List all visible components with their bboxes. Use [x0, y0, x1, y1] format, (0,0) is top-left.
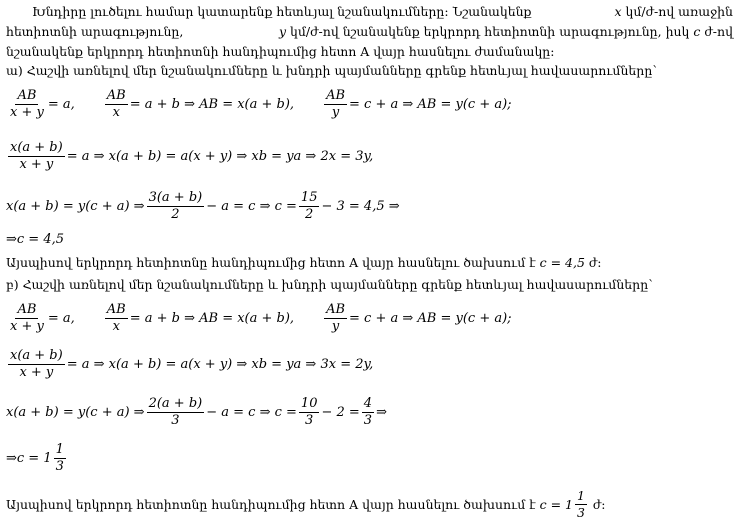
part-a-equation-1: $\frac{AB}{x + y}$ = a, $\frac{AB}{x}$ = a + b ⇒ AB = x(a + b), $\frac{AB}{y}$ = c + a ⇒ AB = y(c + a);: [10, 88, 512, 120]
intro-text-1: Խնդիրը լուծելու համար կատարենք հետևյալ նշանակումները: Նշանակենք: [32, 4, 532, 19]
var-c: c: [693, 24, 701, 39]
intro-text-2c: ժ-ով: [704, 24, 733, 39]
part-a-final: ⇒c = 4,5: [6, 232, 65, 247]
part-a-answer: c = 4,5: [539, 255, 585, 270]
part-b-equation-2: $\frac{x(a + b)}{x + y}$ = a ⇒ x(a + b) = a(x + y) ⇒ xb = ya ⇒ 3x = 2y,: [10, 348, 374, 380]
intro-text-2a: հետիոտնի արագությունը,: [6, 24, 184, 39]
intro-text-1b: կմ/ժ-ով առաջին: [625, 4, 733, 19]
part-b-equation-1: $\frac{AB}{x + y}$ = a, $\frac{AB}{x}$ = a + b ⇒ AB = x(a + b), $\frac{AB}{y}$ = c + a ⇒ AB = y(c + a);: [10, 302, 512, 334]
part-a-equation-3: x(a + b) = y(c + a) ⇒ $\frac{3(a + b)}{2}$ − a = c ⇒ c = $\frac{15}{2}$ − 3 = 4,5 ⇒: [6, 190, 400, 222]
part-b-equation-3: x(a + b) = y(c + a) ⇒ $\frac{2(a + b)}{3}$ − a = c ⇒ c = $\frac{10}{3}$ − 2 = $\frac{4}{3}$ ⇒: [6, 396, 387, 428]
var-y: y: [278, 24, 287, 39]
part-a-heading: ա) Հաշվի առնելով մեր նշանակումները և խնդրի պայմանները գրենք հետևյալ հավասարումները`: [6, 63, 659, 78]
part-b-heading: բ) Հաշվի առնելով մեր նշանակումները և խնդրի պայմանները գրենք հետևյալ հավասարումները`: [6, 277, 655, 292]
part-b-final: ⇒c = 1 $\frac{1}{3}$: [6, 442, 64, 474]
intro-text-2b: կմ/ժ-ով նշանակենք երկրորդ հետիոտնի արագությունը, իսկ: [290, 24, 690, 39]
part-b-conclusion: Այսպիսով երկրորդ հետիոտնը հանդիպումից հետո A վայր հասնելու ծախսում է c = 1 $\frac{1}{3}$ ժ:: [6, 488, 606, 520]
part-a-conclusion: Այսպիսով երկրորդ հետիոտնը հանդիպումից հետո A վայր հասնելու ծախսում է c = 4,5 ժ:: [6, 255, 602, 270]
intro-line-3: նշանակենք երկրորդ հետիոտնի հանդիպումից հետո A վայր հասնելու ժամանակը:: [6, 44, 555, 59]
part-a-equation-2: $\frac{x(a + b)}{x + y}$ = a ⇒ x(a + b) = a(x + y) ⇒ xb = ya ⇒ 2x = 3y,: [10, 140, 374, 172]
part-b-answer: c = 1: [539, 497, 573, 512]
var-x: x: [614, 4, 622, 19]
part-b-answer-fraction: $\frac{1}{3}$: [576, 488, 585, 520]
intro-line-1: [6, 4, 733, 20]
intro-line-2: [6, 24, 733, 40]
